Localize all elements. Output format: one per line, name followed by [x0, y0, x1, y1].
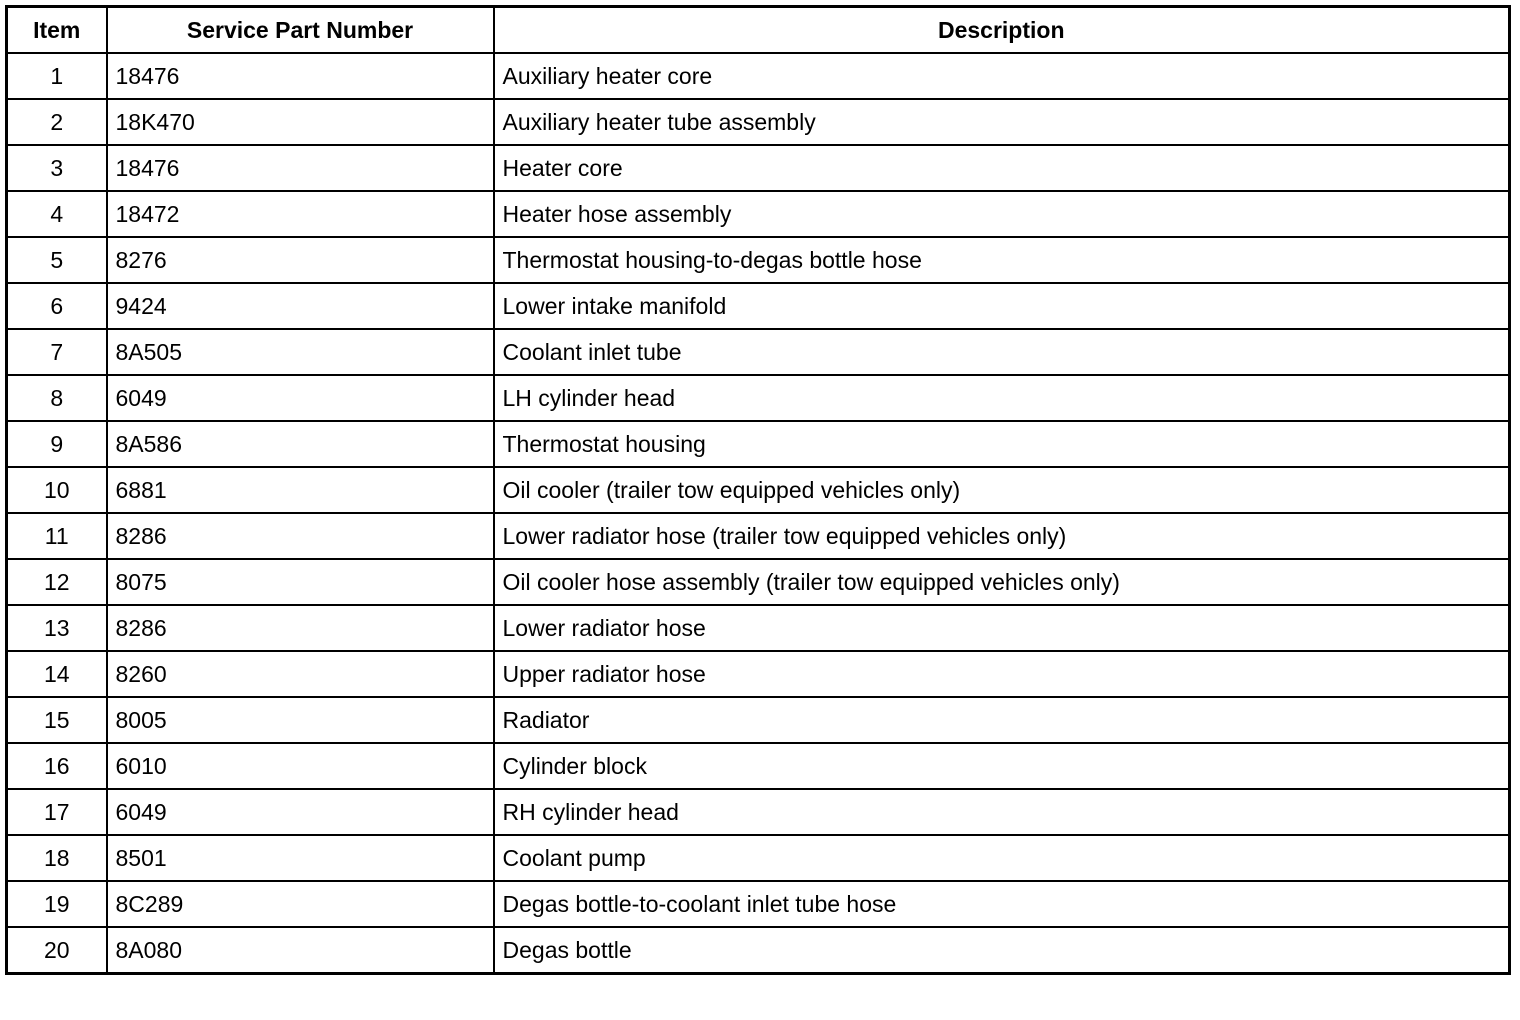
cell-service-part-number: 8A586 — [107, 421, 494, 467]
table-row — [7, 375, 1510, 421]
cell-service-part-number: 8260 — [107, 651, 494, 697]
table-row — [7, 835, 1510, 881]
cell-description: Radiator — [494, 697, 1510, 743]
cell-service-part-number: 6049 — [107, 375, 494, 421]
cell-service-part-number: 8276 — [107, 237, 494, 283]
table-header-row — [7, 7, 1510, 54]
table-row — [7, 651, 1510, 697]
table-row — [7, 605, 1510, 651]
parts-table-container — [5, 5, 1508, 1015]
cell-item: 6 — [7, 283, 107, 329]
table-row — [7, 743, 1510, 789]
table-row — [7, 191, 1510, 237]
cell-item: 11 — [7, 513, 107, 559]
cell-service-part-number: 6049 — [107, 789, 494, 835]
cell-item: 17 — [7, 789, 107, 835]
cell-service-part-number: 8A505 — [107, 329, 494, 375]
cell-item: 8 — [7, 375, 107, 421]
cell-description: Coolant inlet tube — [494, 329, 1510, 375]
cell-description: Auxiliary heater core — [494, 53, 1510, 99]
cell-description: RH cylinder head — [494, 789, 1510, 835]
cell-item: 7 — [7, 329, 107, 375]
table-row — [7, 467, 1510, 513]
parts-table — [5, 5, 1511, 975]
cell-item: 4 — [7, 191, 107, 237]
header-item: Item — [7, 7, 107, 54]
cell-item: 12 — [7, 559, 107, 605]
cell-description: Coolant pump — [494, 835, 1510, 881]
table-row — [7, 559, 1510, 605]
header-description: Description — [494, 7, 1510, 54]
table-row — [7, 283, 1510, 329]
cell-description: Degas bottle — [494, 927, 1510, 974]
cell-service-part-number: 8A080 — [107, 927, 494, 974]
cell-service-part-number: 6010 — [107, 743, 494, 789]
table-row — [7, 421, 1510, 467]
cell-item: 10 — [7, 467, 107, 513]
cell-service-part-number: 8C289 — [107, 881, 494, 927]
cell-item: 13 — [7, 605, 107, 651]
cell-description: Oil cooler hose assembly (trailer tow equipped vehicles only) — [494, 559, 1510, 605]
cell-item: 15 — [7, 697, 107, 743]
cell-description: Lower radiator hose — [494, 605, 1510, 651]
cell-description: Degas bottle-to-coolant inlet tube hose — [494, 881, 1510, 927]
cell-service-part-number: 18476 — [107, 145, 494, 191]
cell-service-part-number: 18476 — [107, 53, 494, 99]
table-row — [7, 513, 1510, 559]
cell-service-part-number: 8005 — [107, 697, 494, 743]
cell-description: LH cylinder head — [494, 375, 1510, 421]
cell-item: 14 — [7, 651, 107, 697]
cell-service-part-number: 8075 — [107, 559, 494, 605]
cell-description: Upper radiator hose — [494, 651, 1510, 697]
cell-description: Heater core — [494, 145, 1510, 191]
table-row — [7, 329, 1510, 375]
cell-item: 20 — [7, 927, 107, 974]
cell-description: Auxiliary heater tube assembly — [494, 99, 1510, 145]
cell-item: 5 — [7, 237, 107, 283]
cell-service-part-number: 8286 — [107, 513, 494, 559]
cell-description: Lower radiator hose (trailer tow equipped vehicles only) — [494, 513, 1510, 559]
header-service-part-number: Service Part Number — [107, 7, 494, 54]
cell-item: 18 — [7, 835, 107, 881]
cell-service-part-number: 8501 — [107, 835, 494, 881]
cell-item: 16 — [7, 743, 107, 789]
cell-item: 1 — [7, 53, 107, 99]
table-row — [7, 927, 1510, 974]
table-row — [7, 881, 1510, 927]
table-row — [7, 789, 1510, 835]
cell-item: 3 — [7, 145, 107, 191]
cell-item: 19 — [7, 881, 107, 927]
cell-description: Oil cooler (trailer tow equipped vehicles only) — [494, 467, 1510, 513]
cell-service-part-number: 18472 — [107, 191, 494, 237]
table-row — [7, 237, 1510, 283]
cell-item: 9 — [7, 421, 107, 467]
cell-service-part-number: 18K470 — [107, 99, 494, 145]
cell-description: Heater hose assembly — [494, 191, 1510, 237]
cell-service-part-number: 9424 — [107, 283, 494, 329]
table-row — [7, 53, 1510, 99]
table-row — [7, 99, 1510, 145]
table-body — [7, 53, 1510, 974]
table-row — [7, 697, 1510, 743]
cell-description: Lower intake manifold — [494, 283, 1510, 329]
cell-service-part-number: 8286 — [107, 605, 494, 651]
cell-description: Thermostat housing-to-degas bottle hose — [494, 237, 1510, 283]
cell-service-part-number: 6881 — [107, 467, 494, 513]
table-row — [7, 145, 1510, 191]
cell-description: Thermostat housing — [494, 421, 1510, 467]
cell-item: 2 — [7, 99, 107, 145]
cell-description: Cylinder block — [494, 743, 1510, 789]
